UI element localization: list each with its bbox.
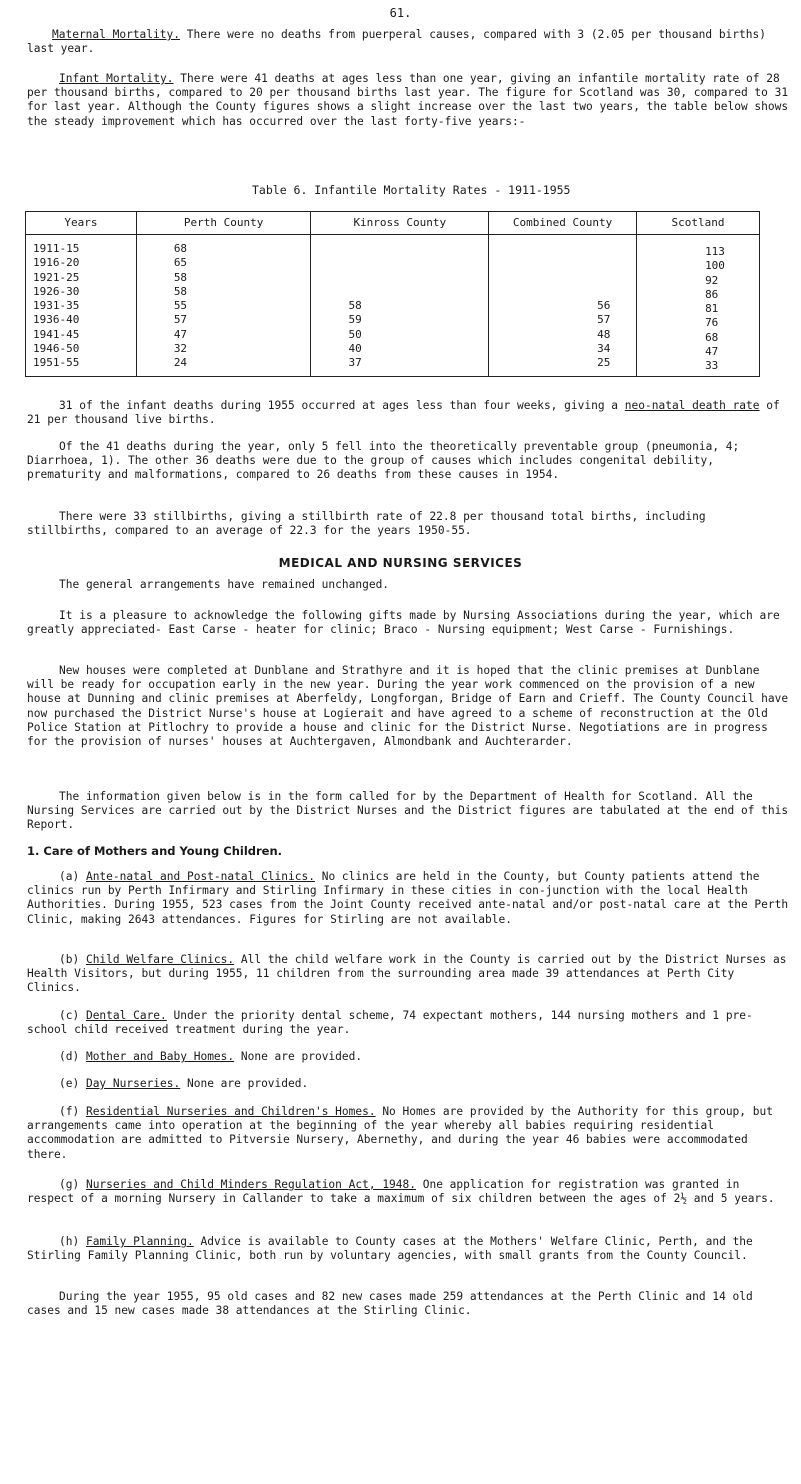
- item-text: No Homes are provided by the Authority for this group, but arrangements came into operation at the beginning of the year whereby all babies requiring residential accommodation are admitted to Pitversie Nursery, Abernethy, and during the year 46 babies were accommodated there.: [27, 1105, 773, 1161]
- maternal-mortality-paragraph: [27, 28, 792, 56]
- neonatal-term: neo-natal death rate: [624, 399, 760, 412]
- year-cell: 1911-15: [33, 242, 80, 255]
- scotland-cell: 100: [705, 259, 725, 273]
- scotland-cell: 76: [705, 316, 719, 330]
- infant-mortality-text: There were 41 deaths at ages less than one year, giving an infantile mortality rate of 28 per thousand births, compared to 20 per thousand births last year. The figure for Scotland was 30, compared to 31 for last year. Although the County figures shows a slight increase over the last two years, the table below shows the steady improvement which has occurred over the last forty-five years:-: [27, 72, 789, 128]
- kinross-cell: 50: [348, 327, 362, 341]
- year-cell: 1931-35: [33, 299, 80, 313]
- item-a: [27, 870, 792, 927]
- item-label: (f): [59, 1105, 86, 1118]
- infant-mortality-paragraph: [27, 72, 792, 129]
- item-title: Dental Care.: [85, 1009, 167, 1022]
- houses-paragraph: [27, 664, 792, 749]
- infant-mortality-title: Infant Mortality.: [59, 72, 174, 85]
- item-g: [27, 1178, 792, 1206]
- item-text: Under the priority dental scheme, 74 expectant mothers, 144 nursing mothers and 1 pre-school child received treatment during the year.: [27, 1009, 753, 1037]
- perth-cell: 57: [173, 313, 188, 327]
- item-f: [27, 1105, 792, 1162]
- item-title: Residential Nurseries and Children's Homes.: [85, 1105, 376, 1118]
- item-label: (g): [59, 1178, 86, 1191]
- perth-cell: 58: [173, 284, 188, 298]
- years-column: [26, 235, 136, 373]
- neonatal-text-post: of 21 per thousand live births.: [27, 399, 780, 427]
- item-text: None are provided.: [234, 1050, 363, 1063]
- section-heading-care: 1. Care of Mothers and Young Children.: [27, 844, 283, 858]
- item-label: (a): [59, 870, 86, 883]
- header-perth-county: Perth County: [136, 212, 311, 235]
- combined-column: [489, 235, 636, 372]
- infantile-mortality-table: [25, 211, 760, 377]
- header-years: Years: [26, 212, 137, 235]
- item-title: Nurseries and Child Minders Regulation Act, 1948.: [85, 1178, 416, 1191]
- year-cell: 1926-30: [33, 284, 80, 298]
- table-header-row: [26, 212, 760, 235]
- year-cell: 1921-25: [33, 270, 80, 284]
- scotland-column: [637, 235, 759, 376]
- combined-cell: 25: [597, 356, 611, 370]
- final-paragraph: [27, 1290, 792, 1318]
- gifts-paragraph: [27, 609, 792, 637]
- scotland-cell: 81: [705, 302, 719, 316]
- gifts-text: It is a pleasure to acknowledge the following gifts made by Nursing Associations during the year, which are greatly appreciated- East Carse - heater for clinic; Braco - Nursing equipment; West Carse - Furnishings.: [27, 609, 780, 637]
- perth-cell: 58: [173, 270, 188, 284]
- item-c: [27, 1009, 792, 1037]
- year-cell: 1916-20: [33, 256, 80, 270]
- item-d: [27, 1050, 792, 1064]
- item-text: None are provided.: [180, 1077, 309, 1090]
- general-text: The general arrangements have remained unchanged.: [59, 578, 390, 591]
- final-text: During the year 1955, 95 old cases and 82 new cases made 259 attendances at the Perth Clinic and 14 old cases and 15 new cases made 38 attendances at the Stirling Clinic.: [27, 1290, 753, 1318]
- perth-cell: 32: [173, 342, 188, 356]
- table-body-row: [26, 235, 760, 377]
- maternal-mortality-title: Maternal Mortality.: [52, 28, 180, 41]
- item-label: (e): [59, 1077, 86, 1090]
- combined-cell: 34: [597, 341, 611, 355]
- scotland-cell: 113: [705, 245, 725, 258]
- item-label: (c): [59, 1009, 86, 1022]
- preventable-text: Of the 41 deaths during the year, only 5 fell into the theoretically preventable group (pneumonia, 4; Diarrhoea, 1). The other 36 deaths were due to the group of causes which includes congenital debility, prematurity and malformations, compared to 26 deaths from these causes in 1954.: [27, 440, 740, 482]
- item-title: Ante-natal and Post-natal Clinics.: [85, 870, 315, 883]
- kinross-cell: 58: [348, 299, 362, 312]
- scotland-cell: 92: [705, 273, 719, 287]
- scotland-cell: 33: [705, 359, 719, 373]
- scotland-cell: 47: [705, 345, 719, 359]
- perth-cell: 65: [173, 256, 188, 270]
- page-number: 61.: [389, 6, 412, 20]
- item-title: Mother and Baby Homes.: [85, 1050, 235, 1063]
- medical-nursing-heading: MEDICAL AND NURSING SERVICES: [278, 556, 523, 570]
- perth-cell: 24: [173, 356, 188, 370]
- item-title: Family Planning.: [85, 1235, 194, 1248]
- header-kinross-county: Kinross County: [311, 212, 489, 235]
- item-e: [27, 1077, 792, 1091]
- scotland-cell: 68: [705, 330, 719, 344]
- stillbirths-paragraph: [27, 510, 792, 538]
- perth-cell: 47: [173, 327, 188, 341]
- header-scotland: Scotland: [637, 212, 760, 235]
- table-caption: Table 6. Infantile Mortality Rates - 1911-1955: [252, 183, 571, 197]
- neonatal-text-pre: 31 of the infant deaths during 1955 occurred at ages less than four weeks, giving a: [59, 399, 619, 412]
- kinross-cell: 59: [348, 313, 362, 327]
- general-paragraph: [27, 578, 792, 592]
- kinross-cell: 37: [348, 356, 362, 370]
- year-cell: 1951-55: [33, 356, 80, 370]
- item-text: All the child welfare work in the County is carried out by the District Nurses as Health Visitors, but during 1955, 11 children from the surrounding area made 39 attendances at Perth City Clinics.: [27, 953, 787, 995]
- item-text: Advice is available to County cases at the Mothers' Welfare Clinic, Perth, and the Stirling Family Planning Clinic, both run by voluntary agencies, with small grants from the County Council.: [27, 1235, 753, 1263]
- stillbirths-text: There were 33 stillbirths, giving a stillbirth rate of 22.8 per thousand total births, including stillbirths, compared to an average of 22.3 for the years 1950-55.: [27, 510, 706, 538]
- perth-cell: 55: [173, 299, 188, 313]
- information-text: The information given below is in the form called for by the Department of Health for Scotland. All the Nursing Services are carried out by the District Nurses and the District figures are tabulated at the end of this Report.: [27, 790, 789, 832]
- maternal-mortality-text: There were no deaths from puerperal causes, compared with 3 (2.05 per thousand births) last year.: [27, 28, 766, 56]
- item-label: (d): [59, 1050, 86, 1063]
- item-label: (b): [59, 953, 86, 966]
- year-cell: 1946-50: [33, 342, 80, 356]
- combined-cell: 56: [597, 299, 611, 312]
- neonatal-paragraph: [27, 399, 792, 427]
- item-text: One application for registration was granted in respect of a morning Nursery in Callander to take a maximum of six children between the ages of 2½ and 5 years.: [27, 1178, 775, 1206]
- kinross-cell: 40: [348, 341, 362, 355]
- combined-cell: 57: [597, 313, 611, 327]
- perth-cell: 68: [173, 242, 188, 255]
- item-title: Child Welfare Clinics.: [85, 953, 235, 966]
- perth-column: [137, 235, 311, 373]
- header-combined-county: Combined County: [489, 212, 637, 235]
- kinross-column: [311, 235, 488, 372]
- scotland-cell: 86: [705, 287, 719, 301]
- combined-cell: 48: [597, 327, 611, 341]
- year-cell: 1941-45: [33, 327, 80, 341]
- item-label: (h): [59, 1235, 86, 1248]
- houses-text: New houses were completed at Dunblane and Strathyre and it is hoped that the clinic premises at Dunblane will be ready for occupation early in the new year. During the year work commenced on the provision of a new house at Dunning and clinic premises at Aberfeldy, Longforgan, Bridge of Earn and Crieff. The County Council have now purchased the District Nurse's house at Logierait and have agreed to a scheme of reconstruction at the Old Police Station at Pitlochry to provide a house and clinic for the District Nurse. Negotiations are in progress for the provision of nurses' houses at Auchtergaven, Almondbank and Auchterarder.: [27, 664, 789, 749]
- year-cell: 1936-40: [33, 313, 80, 327]
- item-title: Day Nurseries.: [85, 1077, 181, 1090]
- item-h: [27, 1235, 792, 1263]
- preventable-paragraph: [27, 440, 792, 483]
- information-paragraph: [27, 790, 792, 833]
- item-text: No clinics are held in the County, but County patients attend the clinics run by Perth Infirmary and Stirling Infirmary in these cities in con-junction with the local Health Authorities. During 1955, 523 cases from the Joint County received ante-natal and/or post-natal care at the Perth Clinic, making 2643 attendances. Figures for Stirling are not available.: [27, 870, 789, 926]
- item-b: [27, 953, 792, 996]
